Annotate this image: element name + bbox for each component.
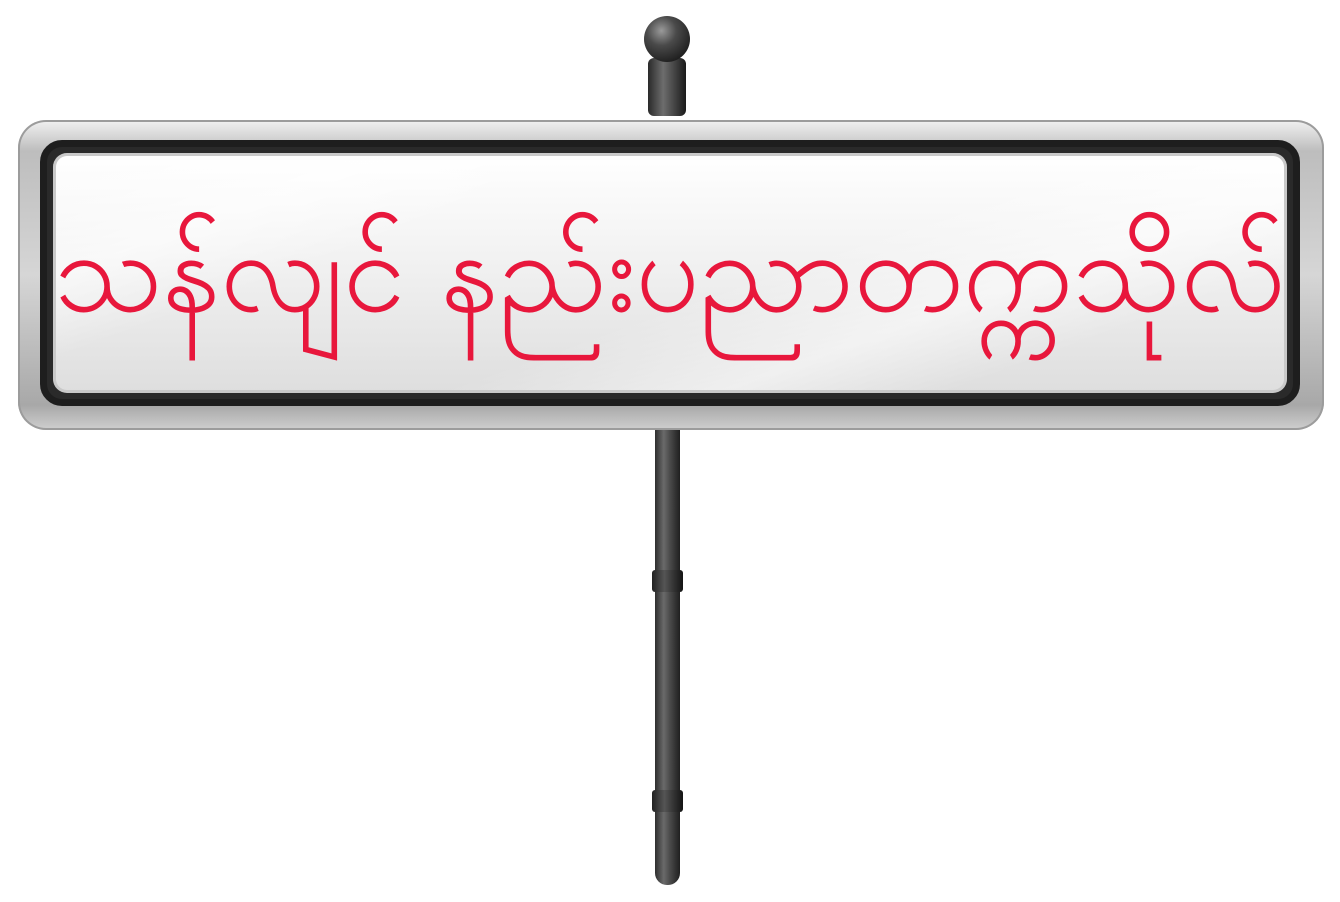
sign-face <box>53 153 1287 393</box>
pole-band <box>652 790 683 812</box>
pole-band <box>652 570 683 592</box>
sign-title: သန်လျင် နည်းပညာတက္ကသိုလ် <box>54 208 1286 338</box>
pole-finial-ball <box>644 16 690 62</box>
pole-top-cap <box>648 58 686 116</box>
